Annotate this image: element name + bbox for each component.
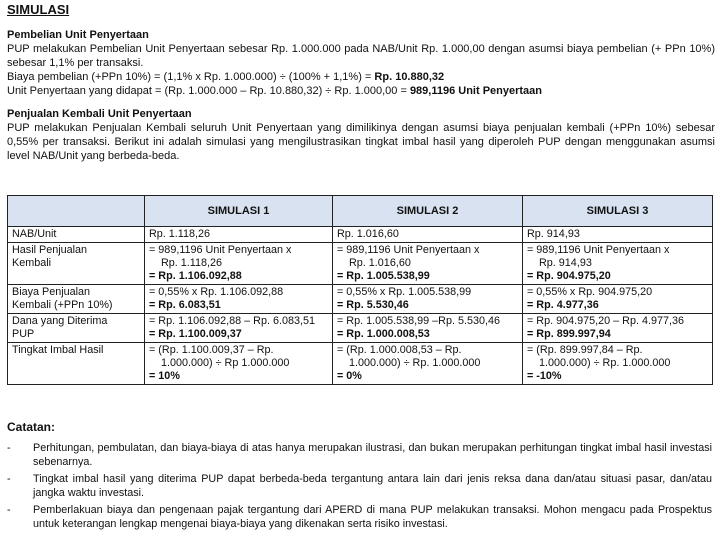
biaya-result-1: = Rp. 6.083,51 — [149, 299, 221, 311]
imbal-cell-2 — [333, 343, 523, 385]
note-text-2: Tingkat imbal hasil yang diterima PUP dapat berbeda-beda tergantung antara lain dari jenis reksa dana dan/atau situasi pasar, dan/atau jangka waktu investasi. — [33, 473, 712, 499]
nab-value-3: Rp. 914,93 — [523, 227, 713, 243]
table-header-row — [8, 196, 713, 227]
header-simulasi-1: SIMULASI 1 — [145, 196, 333, 227]
imbal-line2-2: 1.000.000) ÷ Rp. 1.000.000 — [349, 357, 481, 369]
row-label-dana-2: PUP — [12, 328, 35, 340]
imbal-result-1: = 10% — [149, 370, 180, 382]
note-dash: - — [7, 473, 11, 485]
biaya-pembelian-formula: Biaya pembelian (+PPn 10%) = (1,1% x Rp. 1.000.000) ÷ (100% + 1,1%) = — [7, 71, 375, 83]
dana-line1-2: = Rp. 1.005.538,99 –Rp. 5.530,46 — [337, 315, 500, 327]
document-page — [7, 2, 715, 163]
note-text-3: Pemberlakuan biaya dan pengenaan pajak tergantung dari APERD di mana PUP melakukan transaksi. Mohon mengacu pada Prospektus untuk keterangan lengkap mengenai biaya-biaya yang dikenakan serta risiko investasi. — [33, 504, 712, 530]
dana-cell-3 — [523, 314, 713, 343]
hasil-line1-2: = 989,1196 Unit Penyertaan x — [337, 244, 480, 256]
unit-didapat-formula: Unit Penyertaan yang didapat = (Rp. 1.000.000 – Rp. 10.880,32) ÷ Rp. 1.000,00 = — [7, 85, 410, 97]
note-dash: - — [7, 442, 11, 454]
penjualan-intro: PUP melakukan Penjualan Kembali seluruh Unit Penyertaan yang dimilikinya dengan asumsi biaya penjualan kembali (+PPn 10%) sebesar 0,55% per transaksi. Berikut ini adalah simulasi yang mengilustrasikan tingkat imbal hasil yang diperoleh PUP dengan menggunakan asumsi level NAB/Unit yang berbeda-beda. — [7, 122, 715, 162]
hasil-result-3: = Rp. 904.975,20 — [527, 270, 611, 282]
imbal-result-3: = -10% — [527, 370, 562, 382]
simulation-table — [7, 195, 713, 385]
unit-didapat-line — [7, 84, 715, 98]
header-simulasi-3: SIMULASI 3 — [523, 196, 713, 227]
biaya-pembelian-result: Rp. 10.880,32 — [374, 71, 445, 83]
table-row-hasil — [8, 243, 713, 285]
biaya-cell-3 — [523, 285, 713, 314]
note-text-1: Perhitungan, pembulatan, dan biaya-biaya di atas hanya merupakan ilustrasi, dan bukan merupakan perhitungan tingkat imbal hasil investasi sebenarnya. — [33, 442, 712, 468]
hasil-cell-3 — [523, 243, 713, 285]
note-item — [7, 503, 712, 531]
pembelian-intro: PUP melakukan Pembelian Unit Penyertaan sebesar Rp. 1.000.000 pada NAB/Unit Rp. 1.000,00 dengan asumsi biaya pembelian (+ PPn 10%) sebesar 1,1% per transaksi. — [7, 43, 715, 69]
notes-list — [7, 441, 712, 534]
row-label-hasil — [8, 243, 145, 285]
imbal-line2-1: 1.000.000) ÷ Rp 1.000.000 — [161, 357, 290, 369]
table-row-nab — [8, 227, 713, 243]
nab-value-2: Rp. 1.016,60 — [333, 227, 523, 243]
dana-result-2: = Rp. 1.000.008,53 — [337, 328, 430, 340]
note-dash: - — [7, 504, 11, 516]
row-label-hasil-1: Hasil Penjualan — [12, 244, 88, 256]
imbal-line1-3: = (Rp. 899.997,84 – Rp. — [527, 344, 643, 356]
hasil-line1-1: = 989,1196 Unit Penyertaan x — [149, 244, 292, 256]
row-label-dana — [8, 314, 145, 343]
dana-cell-2 — [333, 314, 523, 343]
biaya-result-2: = Rp. 5.530,46 — [337, 299, 409, 311]
page-title: SIMULASI — [7, 2, 70, 17]
note-item — [7, 441, 712, 469]
hasil-result-1: = Rp. 1.106.092,88 — [149, 270, 242, 282]
hasil-line1-3: = 989,1196 Unit Penyertaan x — [527, 244, 670, 256]
row-label-biaya-2: Kembali (+PPn 10%) — [12, 299, 113, 311]
hasil-line2-2: Rp. 1.016,60 — [349, 257, 411, 269]
dana-line1-3: = Rp. 904.975,20 – Rp. 4.977,36 — [527, 315, 684, 327]
nab-value-1: Rp. 1.118,26 — [145, 227, 333, 243]
hasil-line2-1: Rp. 1.118,26 — [161, 257, 223, 269]
dana-result-1: = Rp. 1.100.009,37 — [149, 328, 242, 340]
biaya-line1-2: = 0,55% x Rp. 1.005.538,99 — [337, 286, 472, 298]
imbal-line1-2: = (Rp. 1.000.008,53 – Rp. — [337, 344, 462, 356]
hasil-result-2: = Rp. 1.005.538,99 — [337, 270, 430, 282]
table-row-biaya — [8, 285, 713, 314]
imbal-cell-1 — [145, 343, 333, 385]
notes-title: Catatan: — [7, 420, 56, 434]
imbal-line1-1: = (Rp. 1.100.009,37 – Rp. — [149, 344, 274, 356]
hasil-cell-2 — [333, 243, 523, 285]
biaya-cell-2 — [333, 285, 523, 314]
row-label-imbal: Tingkat Imbal Hasil — [8, 343, 145, 385]
row-label-nab: NAB/Unit — [8, 227, 145, 243]
biaya-pembelian-line — [7, 70, 715, 84]
biaya-cell-1 — [145, 285, 333, 314]
penjualan-heading: Penjualan Kembali Unit Penyertaan — [7, 108, 192, 120]
dana-cell-1 — [145, 314, 333, 343]
biaya-line1-1: = 0,55% x Rp. 1.106.092,88 — [149, 286, 284, 298]
biaya-line1-3: = 0,55% x Rp. 904.975,20 — [527, 286, 653, 298]
row-label-biaya — [8, 285, 145, 314]
row-label-hasil-2: Kembali — [12, 257, 52, 269]
hasil-line2-3: Rp. 914,93 — [539, 257, 592, 269]
dana-result-3: = Rp. 899.997,94 — [527, 328, 611, 340]
pembelian-heading: Pembelian Unit Penyertaan — [7, 29, 149, 41]
imbal-line2-3: 1.000.000) ÷ Rp. 1.000.000 — [539, 357, 671, 369]
unit-didapat-result: 989,1196 Unit Penyertaan — [409, 85, 543, 97]
table-row-imbal — [8, 343, 713, 385]
hasil-cell-1 — [145, 243, 333, 285]
imbal-result-2: = 0% — [337, 370, 362, 382]
header-blank — [8, 196, 145, 227]
header-simulasi-2: SIMULASI 2 — [333, 196, 523, 227]
note-item — [7, 472, 712, 500]
row-label-dana-1: Dana yang Diterima — [12, 315, 108, 327]
biaya-result-3: = Rp. 4.977,36 — [527, 299, 599, 311]
dana-line1-1: = Rp. 1.106.092,88 – Rp. 6.083,51 — [149, 315, 315, 327]
imbal-cell-3 — [523, 343, 713, 385]
table-row-dana — [8, 314, 713, 343]
row-label-biaya-1: Biaya Penjualan — [12, 286, 91, 298]
